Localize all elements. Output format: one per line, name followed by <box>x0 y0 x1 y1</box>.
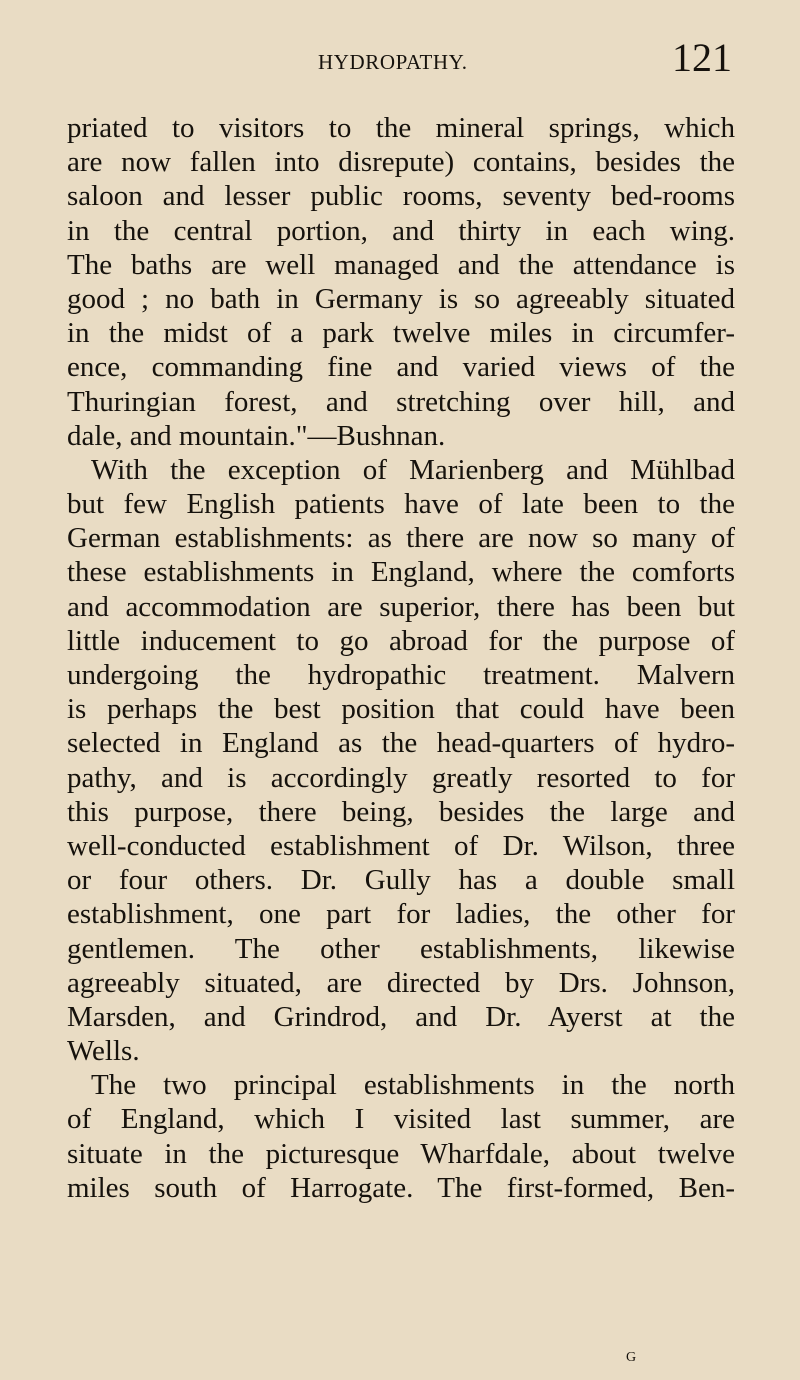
text-line: but few English patients have of late been to the <box>67 488 735 521</box>
text-line: The baths are well managed and the attendance is <box>67 248 735 281</box>
text-line: this purpose, there being, besides the large and <box>67 795 735 828</box>
text-line: miles south of Harrogate. The first-formed, Ben- <box>67 1171 735 1204</box>
text-line: dale, and mountain."—Bushnan. <box>67 419 446 452</box>
text-line: these establishments in England, where the comforts <box>67 556 735 589</box>
text-line: and accommodation are superior, there has been but <box>67 590 735 623</box>
running-title: HYDROPATHY. <box>318 50 468 74</box>
text-line: German establishments: as there are now so many of <box>67 522 735 555</box>
text-line: establishment, one part for ladies, the other for <box>67 898 735 931</box>
running-head <box>0 22 800 82</box>
text-line: good ; no bath in Germany is so agreeably situated <box>67 282 735 315</box>
text-line: in the midst of a park twelve miles in circumfer- <box>67 317 735 350</box>
text-line: little inducement to go abroad for the purpose of <box>67 624 735 657</box>
text-line: or four others. Dr. Gully has a double small <box>67 864 735 897</box>
text-line: Thuringian forest, and stretching over hill, and <box>67 385 735 418</box>
text-line: selected in England as the head-quarters of hydro- <box>67 727 735 760</box>
text-line: agreeably situated, are directed by Drs. Johnson, <box>67 966 735 999</box>
text-line: gentlemen. The other establishments, likewise <box>67 932 735 965</box>
text-line: of England, which I visited last summer, are <box>67 1103 735 1136</box>
text-line: pathy, and is accordingly greatly resorted to for <box>67 761 735 794</box>
body-text <box>67 111 735 1205</box>
text-line: priated to visitors to the mineral springs, which <box>67 112 735 144</box>
page-number: 121 <box>672 35 732 80</box>
text-line: situate in the picturesque Wharfdale, about twelve <box>67 1137 735 1170</box>
text-line: well-conducted establishment of Dr. Wilson, three <box>67 829 735 862</box>
text-line: are now fallen into disrepute) contains, besides the <box>67 146 735 179</box>
text-line: is perhaps the best position that could have been <box>67 693 735 726</box>
text-line: saloon and lesser public rooms, seventy bed-rooms <box>67 180 735 213</box>
text-line: Wells. <box>67 1035 140 1068</box>
text-line: in the central portion, and thirty in each wing. <box>67 214 735 247</box>
text-line: The two principal establishments in the north <box>91 1069 735 1102</box>
text-line: With the exception of Marienberg and Mühlbad <box>91 453 735 486</box>
text-line: undergoing the hydropathic treatment. Malvern <box>67 659 735 691</box>
signature-mark: G <box>626 1350 637 1365</box>
text-line: Marsden, and Grindrod, and Dr. Ayerst at the <box>67 1000 735 1033</box>
text-line: ence, commanding fine and varied views of the <box>67 351 735 384</box>
